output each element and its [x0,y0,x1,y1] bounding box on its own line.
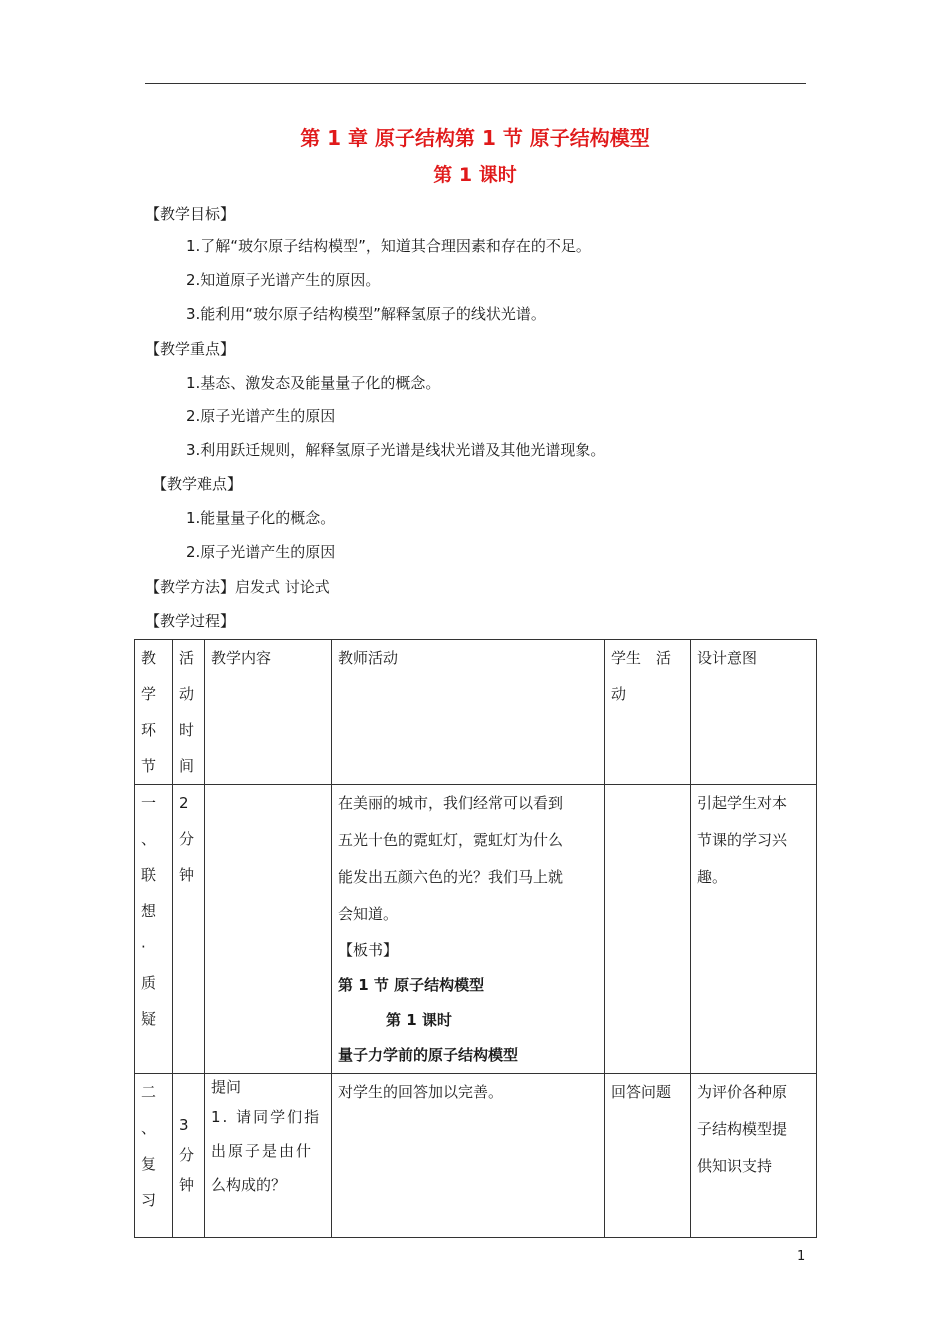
stage-cell: 二 、 复 习 [135,1074,173,1238]
difficulty-item: 2.原子光谱产生的原因 [186,543,336,561]
table-row [135,1074,817,1238]
key-point-item: 2.原子光谱产生的原因 [186,407,336,425]
board-line: 第 1 课时 [386,1011,452,1029]
table-header-row [135,640,817,785]
objective-item: 1.了解“玻尔原子结构模型”，知道其合理因素和存在的不足。 [186,237,591,255]
teacher-cell: 在美丽的城市，我们经常可以看到 五光十色的霓虹灯，霓虹灯为什么 能发出五颜六色的光？我们马上就 会知道。 【板书】 第 1 节 原子结构模型 第 1 课时 量子力学前的原子结构模型 [332,785,605,1074]
key-point-item: 3.利用跃迁规则，解释氢原子光谱是线状光谱及其他光谱现象。 [186,441,606,459]
difficulties-heading: 【教学难点】 [152,475,243,493]
methods-line: 【教学方法】启发式 讨论式 [145,578,330,596]
intent-cell: 为评价各种原 子结构模型提 供知识支持 [691,1074,817,1238]
objectives-heading: 【教学目标】 [145,205,236,223]
process-table [134,639,817,1238]
key-point-item: 1.基态、激发态及能量量子化的概念。 [186,374,441,392]
header-content: 教学内容 [205,640,332,785]
stage-cell: 一 、 联 想 · 质 疑 [135,785,173,1074]
header-stage: 教 学 环 节 [135,640,173,785]
board-label: 【板书】 [338,941,399,959]
header-teacher: 教师活动 [332,640,605,785]
key-points-heading: 【教学重点】 [145,340,236,358]
intent-cell: 引起学生对本 节课的学习兴 趣。 [691,785,817,1074]
header-intent: 设计意图 [691,640,817,785]
page-title: 第 1 章 原子结构第 1 节 原子结构模型 [300,126,650,150]
content-cell [205,785,332,1074]
objective-item: 2.知道原子光谱产生的原因。 [186,271,381,289]
objective-item: 3.能利用“玻尔原子结构模型”解释氢原子的线状光谱。 [186,305,546,323]
difficulty-item: 1.能量量子化的概念。 [186,509,336,527]
board-line: 第 1 节 原子结构模型 [338,976,485,994]
time-cell: 3 分 钟 [173,1074,205,1238]
table-row [135,785,817,1074]
header-student: 学生 活 动 [605,640,691,785]
content-cell: 提问 1. 请同学们指 出原子是由什 么构成的？ [205,1074,332,1238]
header-time: 活 动 时 间 [173,640,205,785]
teacher-cell: 对学生的回答加以完善。 [332,1074,605,1238]
time-cell: 2 分 钟 [173,785,205,1074]
student-cell [605,785,691,1074]
header-rule [145,83,806,84]
page-subtitle: 第 1 课时 [433,164,517,186]
student-cell: 回答问题 [605,1074,691,1238]
process-heading: 【教学过程】 [145,612,236,630]
page-number: 1 [797,1249,806,1264]
board-line: 量子力学前的原子结构模型 [338,1046,519,1064]
